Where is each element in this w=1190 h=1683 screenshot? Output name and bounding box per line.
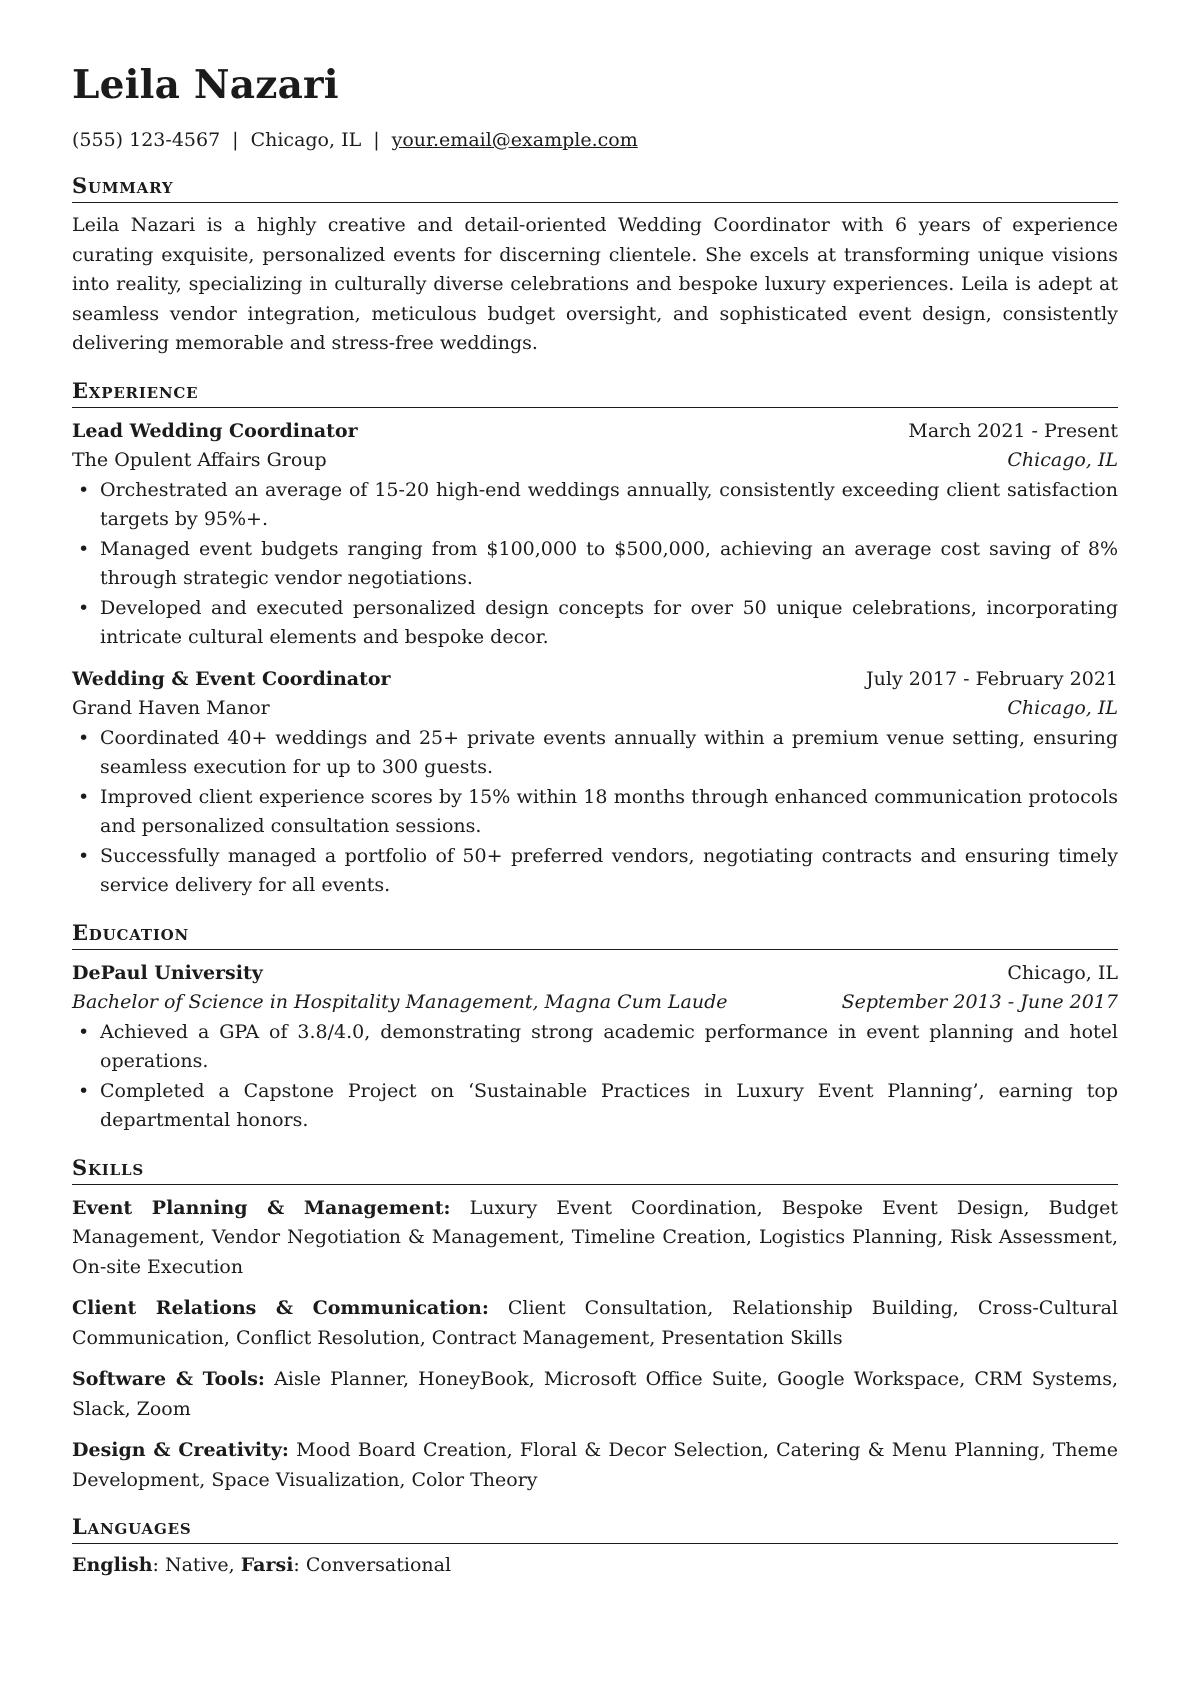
skill-group bbox=[72, 1436, 1118, 1495]
bullet-icon: • bbox=[78, 478, 90, 501]
skill-group-label: Event Planning & Management: bbox=[72, 1196, 451, 1219]
bullet-item: • Improved client experience scores by 15% within 18 months through enhanced communication protocols and personalized consultation sessions. bbox=[100, 783, 1118, 842]
skill-group bbox=[72, 1365, 1118, 1424]
language-name: English bbox=[72, 1554, 153, 1576]
email-link[interactable]: your.email@example.com bbox=[391, 129, 638, 151]
skill-group-text: Client Consultation, Relationship Building, Cross-Cultural Communication, Conflict Resolution, Contract Management, Presentation Skills bbox=[72, 1297, 1119, 1349]
section-heading-education: Education bbox=[72, 919, 1118, 950]
job-entry bbox=[72, 417, 1118, 653]
section-heading-experience: Experience bbox=[72, 377, 1118, 408]
bullet-icon: • bbox=[78, 1079, 90, 1102]
skill-group bbox=[72, 1194, 1118, 1283]
contact-separator: | bbox=[373, 129, 380, 151]
school-location: Chicago, IL bbox=[1007, 961, 1118, 984]
education-section bbox=[72, 919, 1118, 1136]
contact-line bbox=[72, 126, 1118, 154]
language-name: Farsi bbox=[240, 1554, 294, 1576]
skill-group-label: Design & Creativity: bbox=[72, 1439, 289, 1461]
bullet-item: • Successfully managed a portfolio of 50+ preferred vendors, negotiating contracts and ensuring timely service delivery for all events. bbox=[100, 842, 1118, 901]
language-level: Conversational bbox=[305, 1554, 452, 1576]
job-header-row bbox=[72, 417, 1118, 447]
education-dates: September 2013 - June 2017 bbox=[841, 991, 1118, 1013]
skill-group-label: Software & Tools: bbox=[72, 1368, 265, 1390]
job-entry bbox=[72, 665, 1118, 901]
company-name: Grand Haven Manor bbox=[72, 697, 270, 719]
bullet-icon: • bbox=[78, 537, 90, 560]
languages-line: English: Native, Farsi: Conversational bbox=[72, 1554, 452, 1576]
location-text: Chicago, IL bbox=[250, 129, 362, 151]
section-heading-languages: Languages bbox=[72, 1513, 1118, 1544]
school-row bbox=[72, 959, 1118, 989]
bullet-icon: • bbox=[78, 1020, 90, 1043]
education-bullets bbox=[72, 1018, 1118, 1136]
skill-group-text: Mood Board Creation, Floral & Decor Selection, Catering & Menu Planning, Theme Development, Space Visualization, Color Theory bbox=[72, 1439, 1118, 1491]
job-location: Chicago, IL bbox=[1007, 449, 1118, 471]
job-dates: July 2017 - February 2021 bbox=[866, 667, 1118, 690]
skill-group-text: Luxury Event Coordination, Bespoke Event Design, Budget Management, Vendor Negotiation & Management, Timeline Creation, Logistics Planning, Risk Assessment, On-site Execution bbox=[72, 1196, 1118, 1278]
skill-group bbox=[72, 1294, 1118, 1353]
degree-name: Bachelor of Science in Hospitality Management, Magna Cum Laude bbox=[72, 991, 728, 1013]
summary-text: Leila Nazari is a highly creative and detail-oriented Wedding Coordinator with 6 years of experience curating exquisite, personalized events for discerning clientele. She excels at transforming unique visions into reality, specializing in culturally diverse celebrations and bespoke luxury experiences. Leila is adept at seamless vendor integration, meticulous budget oversight, and sophisticated event design, consistently delivering memorable and stress-free weddings. bbox=[72, 214, 1118, 354]
job-title: Lead Wedding Coordinator bbox=[72, 419, 358, 442]
bullet-item: • Developed and executed personalized design concepts for over 50 unique celebrations, incorporating intricate cultural elements and bespoke decor. bbox=[100, 594, 1118, 653]
education-entry bbox=[72, 959, 1118, 1136]
candidate-name: Leila Nazari bbox=[72, 62, 339, 108]
skill-group-label: Client Relations & Communication: bbox=[72, 1297, 489, 1319]
language-level: Native bbox=[164, 1554, 229, 1576]
degree-row bbox=[72, 988, 1118, 1018]
section-heading-skills: Skills bbox=[72, 1154, 1118, 1185]
job-bullets bbox=[72, 476, 1118, 653]
job-title: Wedding & Event Coordinator bbox=[72, 667, 391, 690]
section-heading-summary: Summary bbox=[72, 172, 1118, 203]
contact-separator: | bbox=[232, 129, 239, 151]
bullet-item: • Achieved a GPA of 3.8/4.0, demonstrating strong academic performance in event planning and hotel operations. bbox=[100, 1018, 1118, 1077]
bullet-icon: • bbox=[78, 785, 90, 808]
job-bullets bbox=[72, 724, 1118, 901]
bullet-item: • Completed a Capstone Project on ‘Sustainable Practices in Luxury Event Planning’, earning top departmental honors. bbox=[100, 1077, 1118, 1136]
job-location: Chicago, IL bbox=[1007, 697, 1118, 719]
job-header-row bbox=[72, 665, 1118, 695]
bullet-icon: • bbox=[78, 844, 90, 867]
languages-section bbox=[72, 1513, 1118, 1581]
job-company-row bbox=[72, 446, 1118, 476]
summary-section bbox=[72, 172, 1118, 359]
job-company-row bbox=[72, 694, 1118, 724]
job-dates: March 2021 - Present bbox=[908, 419, 1118, 442]
experience-section bbox=[72, 377, 1118, 901]
phone-number: (555) 123-4567 bbox=[72, 129, 221, 151]
bullet-item: • Managed event budgets ranging from $100,000 to $500,000, achieving an average cost saving of 8% through strategic vendor negotiations. bbox=[100, 535, 1118, 594]
school-name: DePaul University bbox=[72, 961, 263, 984]
bullet-item: • Orchestrated an average of 15-20 high-end weddings annually, consistently exceeding client satisfaction targets by 95%+. bbox=[100, 476, 1118, 535]
bullet-icon: • bbox=[78, 596, 90, 619]
skills-section bbox=[72, 1154, 1118, 1496]
bullet-item: • Coordinated 40+ weddings and 25+ private events annually within a premium venue setting, ensuring seamless execution for up to 300 guests. bbox=[100, 724, 1118, 783]
skill-group-text: Aisle Planner, HoneyBook, Microsoft Office Suite, Google Workspace, CRM Systems, Slack, Zoom bbox=[72, 1368, 1118, 1420]
bullet-icon: • bbox=[78, 726, 90, 749]
company-name: The Opulent Affairs Group bbox=[72, 449, 327, 471]
